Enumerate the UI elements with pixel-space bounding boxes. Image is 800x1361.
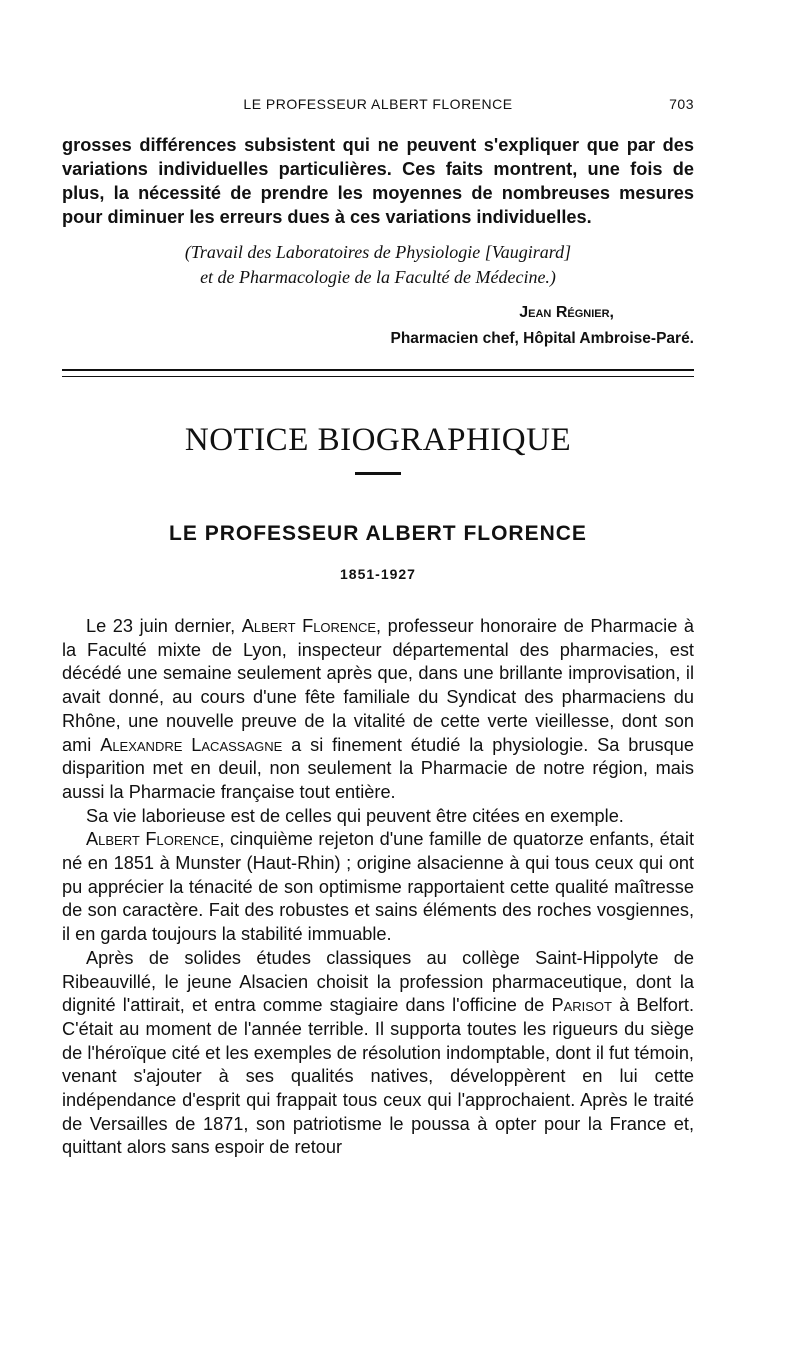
- text-run: Après de solides études classiques au collège Saint-Hippolyte de Ribeauvillé, le jeune Alsacien choisit la profession pharmaceutique, dont la dignité l'attirait, et entra comme stagiaire dans l'officine de: [62, 947, 694, 1016]
- author-signature: [62, 302, 694, 350]
- text-run: Le 23 juin dernier,: [86, 616, 242, 636]
- credit-line-2: et de Pharmacologie de la Faculté de Médecine.): [200, 267, 556, 287]
- article-dates: 1851-1927: [340, 566, 416, 582]
- section-title: NOTICE BIOGRAPHIQUE: [184, 422, 572, 458]
- credit-line-1: (Travail des Laboratoires de Physiologie [Vaugirard]: [184, 242, 572, 262]
- author-role: Pharmacien chef, Hôpital Ambroise-Paré.: [390, 330, 694, 347]
- laboratory-credit: [62, 240, 694, 290]
- running-head-title: LE PROFESSEUR ALBERT FLORENCE: [243, 96, 513, 112]
- article-paragraph-2: Sa vie laborieuse est de celles qui peuvent être citées en exemple.: [86, 805, 624, 826]
- article-paragraph-1: [62, 615, 694, 805]
- section-divider-thick: [62, 369, 694, 371]
- text-run: , professeur honoraire de Pharmacie à la Faculté mixte de Lyon, inspecteur départemental des pharmacies, est décédé une semaine seulement après que, dans une brillante improvisation, il avait donné, au cours d'une fête familiale du Syndicat des pharmaciens du Rhône, une nouvelle preuve de la vitalité de cette verte vieillesse, dont son ami: [62, 616, 694, 755]
- page-number: 703: [669, 96, 694, 112]
- text-run: a si finement étudié la physiologie. Sa brusque disparition met en deuil, non seulement la Pharmacie de notre région, mais aussi la Pharmacie française tout entière.: [62, 734, 694, 802]
- person-name: Albert Florence: [86, 829, 220, 850]
- person-name: Albert Florence: [241, 616, 377, 636]
- author-name: Jean Régnier,: [519, 304, 614, 321]
- continued-paragraph-block: [62, 133, 694, 229]
- article-paragraph-3: [62, 828, 694, 947]
- article-paragraph-4: [62, 947, 694, 1160]
- article-body: [62, 615, 694, 1160]
- person-name: Parisot: [551, 995, 612, 1016]
- running-head: [62, 96, 694, 118]
- text-run: à Belfort. C'était au moment de l'année terrible. Il supporta toutes les rigueurs du siège de l'héroïque cité et les exemples de résolution indomptable, dont il fut témoin, venant s'ajouter à ses qualités natives, développèrent en lui cette indépendance d'esprit qui frappait tous ceux qui l'approchaient. Après le traité de Versailles de 1871, son patriotisme le poussa à opter pour la France et, quittant alors sans espoir de retour: [62, 995, 695, 1158]
- continued-paragraph: grosses différences subsistent qui ne peuvent s'expliquer que par des variations individuelles particulières. Ces faits montrent, une fois de plus, la nécessité de prendre les moyennes de nombreuses mesures pour diminuer les erreurs dues à ces variations individuelles.: [62, 135, 694, 227]
- text-run: , cinquième rejeton d'une famille de quatorze enfants, était né en 1851 à Munster (Haut-Rhin) ; origine alsacienne à qui tous ceux qui ont pu apprécier la ténacité de son optimisme rapportaient cette qualité maîtresse de son caractère. Fait des robustes et sains éléments des roches vosgiennes, il en garda toujours la stabilité immuable.: [62, 829, 695, 945]
- title-dash: [355, 472, 401, 475]
- article-title: LE PROFESSEUR ALBERT FLORENCE: [169, 522, 587, 545]
- section-divider-thin: [62, 376, 694, 377]
- person-name: Alexandre Lacassagne: [100, 734, 283, 755]
